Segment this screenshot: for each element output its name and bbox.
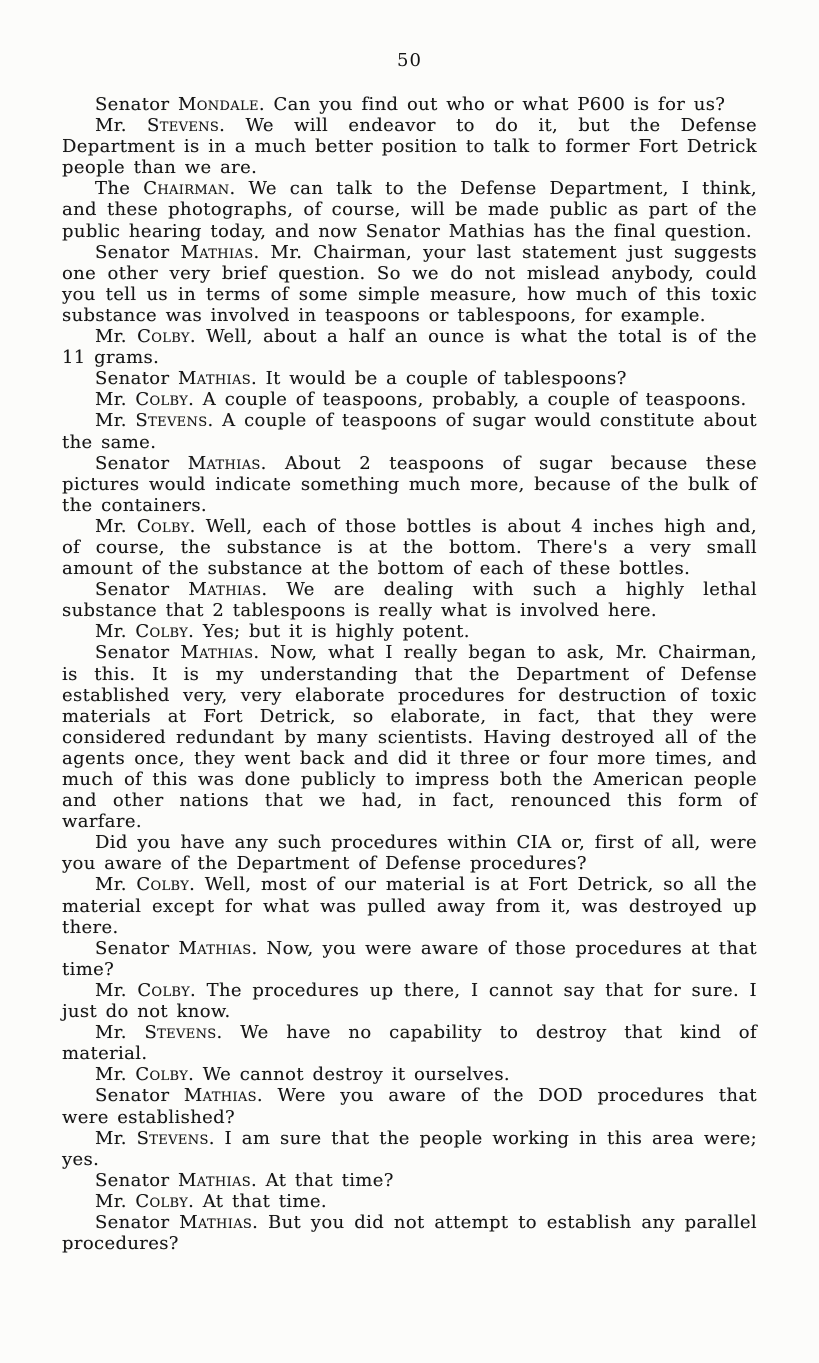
transcript-paragraph: [62, 178, 757, 241]
transcript-paragraph: [62, 326, 757, 368]
transcript-paragraph: [62, 410, 757, 452]
speaker-name: Stevens.: [135, 410, 214, 432]
speaker-prefix: Mr.: [95, 115, 148, 137]
transcript-paragraph: [62, 368, 757, 389]
paragraph-text: Mr. Chairman, your last statement just suggests one other very brief question. So we do not mislead anybody, could you tell us in terms of some simple measure, how much of this toxic substance was involved in teaspoons or tablespoons, for example.: [62, 241, 757, 326]
speaker-prefix: Mr.: [95, 979, 138, 1001]
paragraph-text: Were you aware of the DOD procedures that were established?: [62, 1085, 757, 1128]
transcript-paragraph: [62, 389, 757, 410]
speaker-name: Colby.: [135, 621, 195, 643]
speaker-prefix: Senator: [95, 937, 179, 959]
paragraph-text: But you did not attempt to establish any parallel procedures?: [62, 1211, 757, 1255]
speaker-name: Chairman.: [143, 178, 236, 200]
paragraph-text: Well, about a half an ounce is what the total is of the 11 grams.: [62, 326, 758, 369]
speaker-prefix: Mr.: [95, 1064, 136, 1086]
speaker-name: Mathias.: [183, 1085, 263, 1107]
speaker-prefix: Senator: [95, 1169, 179, 1191]
paragraph-text: We cannot destroy it ourselves.: [194, 1064, 510, 1086]
transcript-paragraph: [62, 242, 757, 326]
transcript-paragraph: [62, 1170, 757, 1191]
transcript-paragraph: [62, 980, 757, 1022]
transcript-paragraph: [62, 1085, 757, 1127]
transcript-paragraph: [62, 579, 757, 621]
speaker-name: Colby.: [135, 389, 195, 411]
paragraph-text: Did you have any such procedures within CIA or, first of all, were you aware of the Department of Defense procedures?: [62, 832, 757, 875]
speaker-prefix: Senator: [95, 579, 189, 601]
speaker-prefix: Mr.: [95, 389, 136, 411]
transcript-paragraph: [62, 621, 757, 642]
transcript-paragraph: [62, 94, 757, 115]
speaker-name: Colby.: [136, 515, 196, 537]
speaker-name: Colby.: [135, 1190, 195, 1212]
transcript-paragraph: [62, 453, 757, 516]
paragraph-text: At that time?: [257, 1169, 394, 1191]
speaker-name: Mathias.: [178, 937, 258, 959]
transcript-paragraph: [62, 115, 757, 178]
speaker-prefix: Mr.: [95, 1190, 136, 1212]
speaker-name: Mathias.: [179, 1211, 259, 1233]
speaker-prefix: Senator: [95, 241, 181, 263]
paragraph-text: A couple of teaspoons, probably, a couple of teaspoons.: [194, 389, 747, 411]
speaker-name: Stevens.: [147, 115, 226, 137]
speaker-name: Colby.: [135, 1064, 195, 1086]
paragraph-text: It would be a couple of tablespoons?: [257, 368, 627, 390]
speaker-name: Mathias.: [178, 1169, 258, 1191]
paragraph-text: We have no capability to destroy that kind of material.: [62, 1022, 758, 1065]
speaker-name: Mondale.: [178, 94, 265, 115]
transcript-paragraph: [62, 642, 757, 832]
speaker-prefix: Senator: [95, 368, 179, 390]
speaker-name: Stevens.: [144, 1022, 223, 1044]
paragraph-text: I am sure that the people working in this area were; yes.: [62, 1127, 757, 1170]
transcript-paragraph: [62, 1064, 757, 1085]
transcript-paragraph: [62, 1191, 757, 1212]
transcript-paragraph: [62, 832, 757, 874]
speaker-prefix: Senator: [95, 94, 179, 115]
paragraph-text: We will endeavor to do it, but the Defense Department is in a much better position to talk to former Fort Detrick people than we are.: [62, 115, 757, 179]
paragraph-text: Now, what I really began to ask, Mr. Chairman, is this. It is my understanding that the Department of Defense established very, very elaborate procedures for destruction of toxic materials at Fort Detrick, so elaborate, in fact, that they were considered redundant by many scientists. Having destroyed all of the agents once, they went back and did it three or four more times, and much of this was done publicly to impress both the American people and other nations that we had, in fact, renounced this form of warfare.: [62, 642, 758, 833]
speaker-name: Stevens.: [136, 1127, 215, 1149]
speaker-prefix: Senator: [95, 1211, 180, 1233]
transcript-paragraph: [62, 516, 757, 579]
speaker-prefix: The: [95, 178, 144, 200]
paragraph-text: About 2 teaspoons of sugar because these pictures would indicate something much more, because of the bulk of the containers.: [62, 452, 757, 516]
speaker-name: Mathias.: [180, 642, 260, 664]
paragraph-text: We are dealing with such a highly lethal substance that 2 tablespoons is really what is involved here.: [62, 579, 757, 622]
paragraph-text: A couple of teaspoons of sugar would constitute about the same.: [62, 410, 757, 453]
speaker-prefix: Mr.: [95, 326, 138, 348]
paragraph-text: Well, each of those bottles is about 4 inches high and, of course, the substance is at the bottom. There's a very small amount of the substance at the bottom of each of these bottles.: [62, 515, 757, 580]
speaker-name: Colby.: [137, 326, 196, 348]
paragraph-text: We can talk to the Defense Department, I think, and these photographs, of course, will be made public as part of the public hearing today, and now Senator Mathias has the final question.: [62, 178, 757, 242]
page-number: 50: [397, 50, 422, 71]
paragraph-text: Can you find out who or what P600 is for us?: [264, 94, 726, 115]
speaker-prefix: Mr.: [95, 621, 136, 643]
transcript-paragraph: [62, 874, 757, 937]
transcript-paragraph: [62, 1022, 757, 1064]
paragraph-text: Well, most of our material is at Fort Detrick, so all the material except for what was pulled away from it, was destroyed up there.: [62, 874, 757, 938]
speaker-name: Mathias.: [188, 579, 268, 601]
speaker-prefix: Senator: [95, 452, 188, 474]
paragraph-text: Yes; but it is highly potent.: [194, 621, 470, 643]
speaker-prefix: Senator: [95, 1085, 184, 1107]
transcript-paragraph: [62, 1212, 757, 1254]
speaker-name: Mathias.: [180, 241, 260, 263]
transcript-paragraph: [62, 1128, 757, 1170]
speaker-name: Mathias.: [178, 368, 258, 390]
paragraph-text: The procedures up there, I cannot say that for sure. I just do not know.: [62, 979, 757, 1023]
speaker-prefix: Mr.: [95, 515, 137, 537]
transcript-paragraph: [62, 938, 757, 980]
paragraph-text: At that time.: [194, 1190, 327, 1212]
paragraph-text: Now, you were aware of those procedures at that time?: [62, 937, 757, 980]
speaker-prefix: Mr.: [95, 1022, 145, 1044]
speaker-prefix: Senator: [95, 642, 181, 664]
speaker-name: Mathias.: [187, 452, 267, 474]
speaker-name: Colby.: [137, 979, 197, 1001]
speaker-prefix: Mr.: [95, 874, 137, 896]
speaker-prefix: Mr.: [95, 410, 136, 432]
speaker-prefix: Mr.: [95, 1127, 137, 1149]
speaker-name: Colby.: [136, 874, 196, 896]
transcript: [62, 94, 757, 1254]
